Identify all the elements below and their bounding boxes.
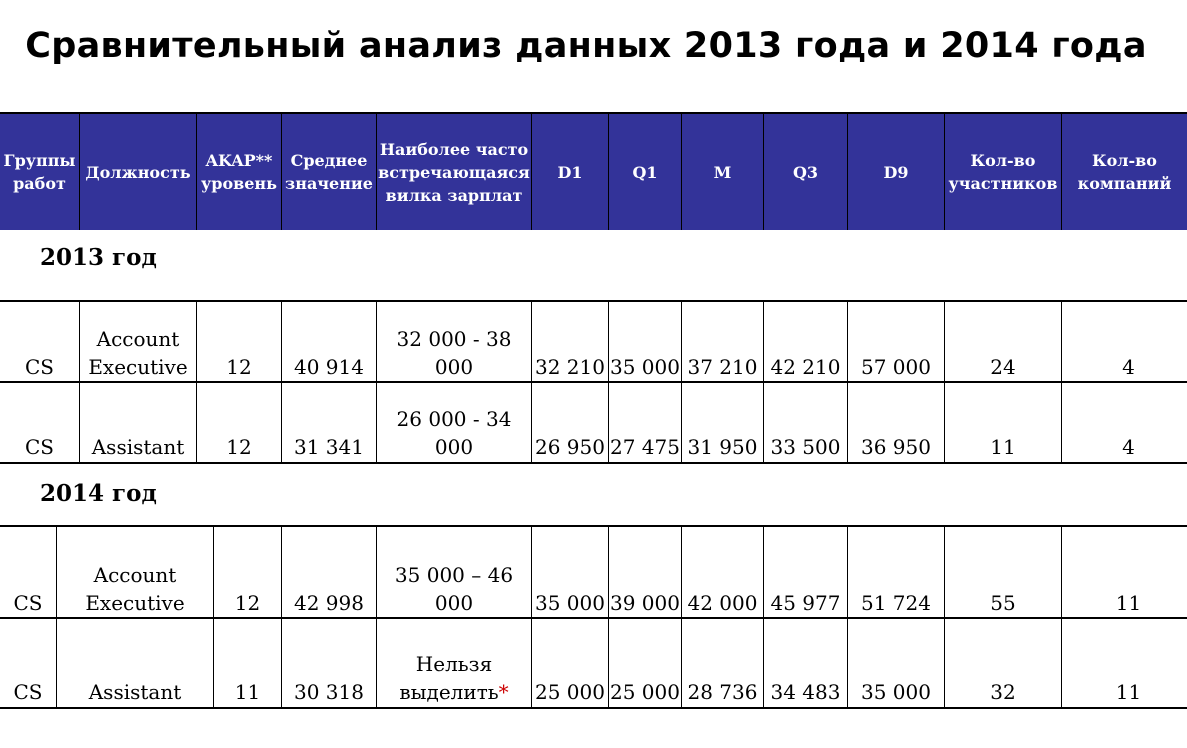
cell-q1: 35 000 bbox=[609, 302, 682, 382]
cell-position: Account Executive bbox=[57, 527, 214, 618]
cell-d1: 32 210 bbox=[532, 302, 609, 382]
cell-d9: 35 000 bbox=[848, 619, 945, 707]
cell-position: Assistant bbox=[57, 619, 214, 707]
cell-participants: 32 bbox=[945, 619, 1062, 707]
cell-q3: 45 977 bbox=[764, 527, 848, 618]
header-companies: Кол-во компаний bbox=[1077, 151, 1172, 193]
cell-fork: 26 000 - 34 000 bbox=[377, 383, 532, 462]
cell-m: 28 736 bbox=[682, 619, 764, 707]
cell-position: Assistant bbox=[80, 383, 197, 462]
cell-q1: 27 475 bbox=[609, 383, 682, 462]
header-akar: AKAP** уровень bbox=[197, 114, 282, 230]
cell-average: 30 318 bbox=[282, 619, 377, 707]
table-row bbox=[0, 525, 1187, 618]
cell-q3: 34 483 bbox=[764, 619, 848, 707]
header-d1: D1 bbox=[532, 114, 609, 230]
table-row bbox=[0, 381, 1187, 464]
cell-group: CS bbox=[0, 302, 80, 382]
cell-q3: 42 210 bbox=[764, 302, 848, 382]
cell-q3: 33 500 bbox=[764, 383, 848, 462]
header-q3: Q3 bbox=[764, 114, 848, 230]
cell-average: 42 998 bbox=[282, 527, 377, 618]
table-row bbox=[0, 617, 1187, 709]
cell-group: CS bbox=[0, 527, 57, 618]
fork-text: Нельзя выделить bbox=[399, 652, 499, 704]
cell-d9: 57 000 bbox=[848, 302, 945, 382]
cell-d1: 25 000 bbox=[532, 619, 609, 707]
cell-participants: 55 bbox=[945, 527, 1062, 618]
header-q1: Q1 bbox=[609, 114, 682, 230]
cell-fork: 35 000 – 46 000 bbox=[377, 527, 532, 618]
table-header bbox=[0, 112, 1187, 230]
cell-akar: 12 bbox=[214, 527, 282, 618]
cell-fork: 32 000 - 38 000 bbox=[377, 302, 532, 382]
cell-akar: 12 bbox=[197, 302, 282, 382]
cell-participants: 11 bbox=[945, 383, 1062, 462]
cell-m: 31 950 bbox=[682, 383, 764, 462]
header-average: Среднее значение bbox=[282, 114, 377, 230]
cell-average: 40 914 bbox=[282, 302, 377, 382]
cell-companies: 11 bbox=[1115, 591, 1142, 615]
cell-q1: 39 000 bbox=[609, 527, 682, 618]
cell-d1: 26 950 bbox=[532, 383, 609, 462]
cell-average: 31 341 bbox=[282, 383, 377, 462]
cell-companies: 4 bbox=[1122, 435, 1135, 459]
cell-group: CS bbox=[0, 383, 80, 462]
cell-q1: 25 000 bbox=[609, 619, 682, 707]
header-position: Должность bbox=[80, 114, 197, 230]
header-fork: Наиболее часто встречающаяся вилка зарплат bbox=[377, 114, 532, 230]
page-title: Сравнительный анализ данных 2013 года и 2014 года bbox=[25, 26, 1147, 66]
cell-akar: 11 bbox=[214, 619, 282, 707]
cell-companies: 4 bbox=[1122, 355, 1135, 379]
cell-d9: 36 950 bbox=[848, 383, 945, 462]
header-group: Группы работ bbox=[0, 114, 80, 230]
cell-position: Account Executive bbox=[80, 302, 197, 382]
cell-fork bbox=[377, 619, 532, 707]
year-label-2014: 2014 год bbox=[40, 480, 157, 507]
header-participants: Кол-во участников bbox=[945, 114, 1062, 230]
cell-akar: 12 bbox=[197, 383, 282, 462]
cell-m: 37 210 bbox=[682, 302, 764, 382]
header-d9: D9 bbox=[848, 114, 945, 230]
cell-d1: 35 000 bbox=[532, 527, 609, 618]
year-label-2013: 2013 год bbox=[40, 244, 157, 271]
cell-companies: 11 bbox=[1115, 680, 1142, 704]
footnote-mark: * bbox=[498, 680, 509, 704]
header-m: M bbox=[682, 114, 764, 230]
cell-m: 42 000 bbox=[682, 527, 764, 618]
cell-d9: 51 724 bbox=[848, 527, 945, 618]
table-row bbox=[0, 300, 1187, 382]
cell-group: CS bbox=[0, 619, 57, 707]
cell-participants: 24 bbox=[945, 302, 1062, 382]
